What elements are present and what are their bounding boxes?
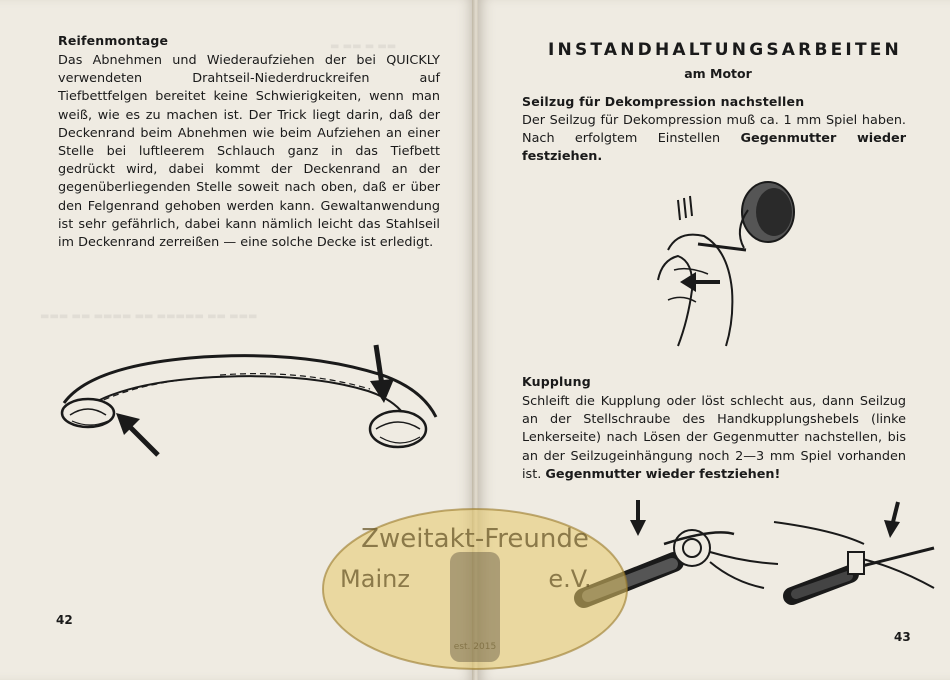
decompression-text: Der Seilzug für Dekompression muß ca. 1 mm Spiel haben. Nach erfolgtem Einstellen	[522, 113, 906, 147]
page-title: INSTANDHALTUNGSARBEITEN	[548, 40, 902, 60]
arrow-icon	[884, 502, 900, 538]
bleed-through: ▬▬▬ ▬▬ ▬▬▬▬ ▬▬ ▬▬▬▬▬ ▬▬ ▬▬▬	[40, 311, 258, 322]
watermark-line2-right: e.V.	[548, 565, 592, 593]
page-number-right: 43	[894, 630, 911, 644]
club-watermark-logo	[320, 507, 630, 672]
watermark-est: est. 2015	[453, 642, 497, 652]
decompression-heading: Seilzug für Dekompression nachstellen	[522, 94, 805, 109]
arrow-icon	[630, 500, 646, 536]
tire-illustration	[50, 325, 440, 475]
clutch-paragraph	[522, 393, 906, 484]
watermark-line1: Zweitakt-Freunde	[361, 524, 589, 554]
page-number-left: 42	[56, 613, 73, 627]
page-subtitle: am Motor	[684, 66, 752, 81]
decompression-lever-illustration	[648, 170, 808, 350]
tire-mounting-heading: Reifenmontage	[58, 33, 169, 48]
decompression-emphasis: Gegenmutter wieder festziehen.	[522, 131, 907, 165]
clutch-text: Schleift die Kupplung oder löst schlecht aus, dann Seilzug an der Stellschraube des Handkupplungshebels (linke Lenkerseite) nach Lösen der Gegenmutter nachstellen, bis an der Seilzugeinhängung noch 2—3 mm Spiel vorhanden ist.	[522, 394, 906, 482]
watermark-line2-left: Mainz	[340, 565, 410, 593]
decompression-paragraph	[522, 112, 906, 167]
clutch-emphasis: Gegenmutter wieder festziehen!	[545, 466, 781, 482]
clutch-heading: Kupplung	[522, 374, 591, 389]
arrow-icon	[680, 272, 720, 292]
tire-mounting-paragraph: Das Abnehmen und Wiederaufziehen der bei QUICKLY verwendeten Drahtseil-Niederdruckreifen auf Tiefbettfelgen bereitet keine Schwierigkeiten, wenn man weiß, wie es zu machen ist. Der Trick liegt darin, daß der Deckenrand beim Abnehmen wie beim Aufziehen an einer Stelle bei luftleerem Schlauch ganz in das Tiefbett gedrückt wird, dabei kommt der Deckenrand an der gegenüberliegenden Stelle soweit nach oben, daß er über den Felgenrand gehoben werden kann. Gewaltanwendung ist sehr gefährlich, dabei kann nämlich leicht das Stahlseil im Deckenrand zerreißen — eine solche Decke ist erledigt.	[58, 53, 440, 251]
arrow-icon	[116, 413, 158, 455]
bleed-through: ▬ ▬▬ ▬ ▬▬	[330, 41, 397, 52]
